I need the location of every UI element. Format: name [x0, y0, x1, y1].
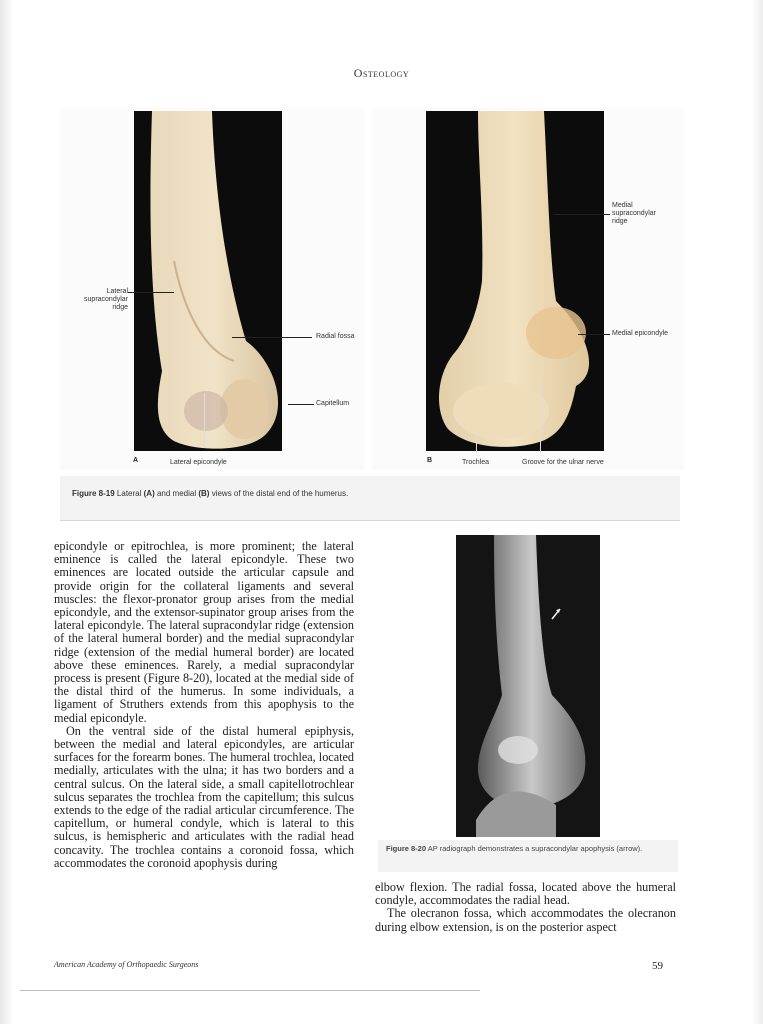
running-head: Osteology	[353, 66, 410, 80]
label-medial-epicondyle: Medial epicondyle	[612, 330, 669, 337]
leader-medial-supracondylar-ridge	[554, 214, 610, 215]
paragraph-3: elbow flexion. The radial fossa, located above the humeral condyle, accommodates the radial head.	[375, 880, 676, 908]
figure-8-20-radiograph	[456, 535, 600, 837]
footer-publisher: American Academy of Orthopaedic Surgeons	[54, 960, 199, 969]
body-text-left-column	[54, 540, 354, 870]
label-radial-fossa: Radial fossa	[316, 333, 355, 340]
panel-letter-a: A	[133, 457, 139, 464]
paragraph-1: epicondyle or epitrochlea, is more prominent; the lateral eminence is called the lateral epicondyle. These two eminences are located outside the articular capsule and provide origin for the collateral ligaments and several muscles: the flexor-pronator group arises from the medial epicondyle, and the extensor-supinator group arises from the lateral epicondyle. The lateral supracondylar ridge (extension of the lateral humeral border) and the medial supracondylar ridge (extension of the medial humeral border) are located above these eminences. Rarely, a medial supracondylar process is present (Figure 8-20), located at the medial side of the distal third of the humerus. In some individuals, a ligament of Struthers extends from this apophysis to the medial epicondyle.	[54, 539, 354, 725]
caption-part-2: and medial	[156, 489, 197, 498]
figure-8-20-caption	[386, 844, 646, 854]
figure-8-19-panel-a	[60, 108, 365, 470]
figure-8-19-panel-b	[372, 108, 684, 470]
figure-8-19-caption-box	[60, 476, 680, 521]
caption-ref-a: (A)	[143, 489, 155, 498]
body-text-right-column	[375, 881, 676, 934]
label-medial-supracondylar-ridge: Medial supracondylar ridge	[612, 202, 656, 225]
caption-part-1: Lateral	[116, 489, 142, 498]
label-lateral-epicondyle: Lateral epicondyle	[170, 459, 227, 466]
humerus-lateral-photo	[134, 111, 282, 451]
figure-8-20-number: Figure 8-20	[386, 844, 427, 853]
caption-part-3: views of the distal end of the humerus.	[211, 489, 349, 498]
page-right-shadow	[751, 0, 763, 1024]
caption-ref-b: (B)	[198, 489, 210, 498]
label-capitellum: Capitellum	[316, 400, 350, 407]
paragraph-4: The olecranon fossa, which accommodates the olecranon during elbow extension, is on the posterior aspect	[375, 906, 676, 934]
caption-figure-number: Figure 8-19	[72, 489, 115, 498]
page-left-shadow	[0, 0, 14, 1024]
figure-8-20-text: AP radiograph demonstrates a supracondylar apophysis (arrow).	[427, 844, 643, 853]
panel-letter-b: B	[427, 457, 433, 464]
leader-capitellum	[288, 404, 314, 405]
leader-medial-epicondyle	[578, 334, 610, 335]
paragraph-2: On the ventral side of the distal humeral epiphysis, between the medial and lateral epicondyles, are articular surfaces for the forearm bones. The humeral trochlea, located medially, articulates with the ulna; it has two borders and a central sulcus. On the lateral side, a small capitellotrochlear sulcus separates the trochlea from the capitellum; this sulcus extends to the edge of the radial articular circumference. The capitellum, or humeral condyle, which is lateral to this sulcus, is hemispheric and articulates with the radial head concavity. The trochlea contains a coronoid fossa, which accommodates the coronoid apophysis during	[54, 723, 354, 870]
leader-radial-fossa	[232, 337, 312, 338]
figure-8-19-caption	[72, 489, 348, 498]
figure-8-20-caption-box	[378, 840, 678, 872]
leader-trochlea	[476, 433, 477, 453]
footer-rule	[20, 990, 480, 991]
footer-page-number: 59	[652, 960, 663, 972]
leader-lateral-epicondyle	[204, 393, 205, 448]
label-trochlea: Trochlea	[462, 459, 489, 466]
label-lateral-supracondylar-ridge: Lateral supracondylar ridge	[84, 288, 128, 311]
leader-lateral-supracondylar-ridge	[128, 292, 174, 293]
humerus-medial-photo	[426, 111, 604, 451]
label-groove-ulnar-nerve: Groove for the ulnar nerve	[522, 459, 604, 466]
leader-groove-ulnar-nerve	[540, 381, 541, 453]
